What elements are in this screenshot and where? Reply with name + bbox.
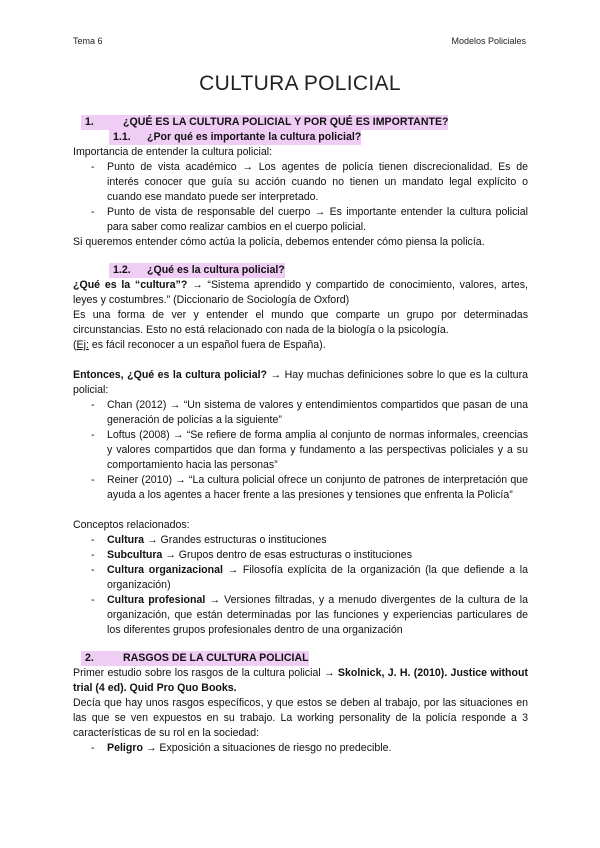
trait-item — [73, 741, 528, 756]
definition-loftus: - Loftus (2008) → “Se refiere de forma amplia al conjunto de normas informales, creencias y valores compartidos que dan forma y fundamento a las perspectivas policiales y a su comportamiento hacia las personas” — [73, 428, 528, 473]
section-2-heading — [81, 651, 528, 666]
concepts-intro: Conceptos relacionados: — [73, 519, 190, 531]
importance-closing: Si queremos entender cómo actúa la policía, debemos entender cómo piensa la policía. — [73, 236, 485, 248]
culture-explanation: Es una forma de ver y entender el mundo que comparte un grupo por determinadas circunstancias. Esto no está relacionado con nada de la biología o la psicología. — [73, 309, 528, 336]
trait-desc: → Exposición a situaciones de riesgo no predecible. — [142, 742, 392, 754]
header-subject: Modelos Policiales — [451, 36, 526, 46]
concept-item — [73, 533, 528, 548]
definition-chan: - Chan (2012) → “Un sistema de valores y entendimientos compartidos que pasan de una generación de policías a la siguiente” — [73, 398, 528, 428]
concept-item — [73, 593, 528, 638]
subsection-1-2-heading — [109, 263, 528, 278]
traits-first-study — [73, 666, 528, 696]
traits-explanation: Decía que hay unos rasgos específicos, y que estos se deben al trabajo, por las situaciones en las que se ven expuestos en su trabajo. La working personality de la policía responde a 3 características de su rol en la sociedad: — [73, 697, 528, 739]
example-text: es fácil reconocer a un español fuera de España). — [88, 339, 326, 351]
traits-list — [73, 741, 528, 756]
definition-reiner: - Reiner (2010) → “La cultura policial ofrece un conjunto de patrones de interpretación que ayuda a los agentes a hacer frente a las presiones y tensiones que enfrenta la Policía” — [73, 473, 528, 503]
importance-intro: Importancia de entender la cultura policial: — [73, 146, 273, 158]
culture-question: ¿Qué es la “cultura”? — [73, 279, 188, 291]
concept-term: Subcultura — [107, 549, 163, 561]
section-2-title: RASGOS DE LA CULTURA POLICIAL — [123, 652, 309, 664]
importance-list — [73, 160, 528, 235]
traits-reference: Skolnick, J. H. (2010). Justice without trial (4 ed). Quid Pro Quo Books. — [73, 667, 529, 694]
concept-item — [73, 563, 528, 593]
importance-item-academic: - Punto de vista académico → Los agentes de policía tienen discrecionalidad. Es de interés conocer que guía su acción cuando no tienen un mandato legal explícito o cuando ese mandato puede ser interpretado. — [73, 160, 528, 205]
subsection-1-2-number: 1.2. — [109, 263, 147, 278]
culture-definition — [73, 278, 528, 308]
section-1-title: ¿QUÉ ES LA CULTURA POLICIAL Y POR QUÉ ES IMPORTANTE? — [123, 116, 449, 128]
subsection-1-1-heading — [109, 130, 528, 145]
concept-desc: → Grupos dentro de esas estructuras o instituciones — [162, 549, 412, 561]
subsection-1-1-number: 1.1. — [109, 130, 147, 145]
concept-term: Cultura profesional — [107, 594, 206, 606]
concept-desc: → Versiones filtradas, y a menudo divergentes de la cultura de la organización, que están determinadas por las funciones y experiencias particulares de los diferentes grupos profesionales dentro de una organización — [107, 594, 528, 636]
concept-term: Cultura organizacional — [107, 564, 223, 576]
section-1-number: 1. — [81, 115, 123, 130]
page-title: CULTURA POLICIAL — [199, 72, 401, 95]
definitions-list — [73, 398, 528, 503]
section-1-heading — [81, 115, 528, 130]
traits-first-study-text: Primer estudio sobre los rasgos de la cultura policial → — [73, 667, 338, 679]
concepts-list — [73, 533, 528, 638]
example-open-paren: ( — [73, 339, 77, 351]
header-topic: Tema 6 — [73, 36, 103, 46]
concept-desc: → Filosofía explícita de la organización (la que defiende a la organización) — [107, 564, 529, 591]
police-culture-question-rest: → Hay muchas definiciones sobre lo que es la cultura policial: — [73, 369, 528, 396]
subsection-1-2-title: ¿Qué es la cultura policial? — [147, 264, 285, 276]
concept-desc: → Grandes estructuras o instituciones — [144, 534, 327, 546]
document-body — [73, 115, 528, 756]
subsection-1-1-title: ¿Por qué es importante la cultura policial? — [147, 131, 362, 143]
section-2-number: 2. — [81, 651, 123, 666]
trait-term: Peligro — [107, 742, 143, 754]
police-culture-question-bold: Entonces, ¿Qué es la cultura policial? — [73, 369, 268, 381]
concept-term: Cultura — [107, 534, 145, 546]
culture-example — [73, 338, 528, 353]
example-label: Ej: — [76, 339, 89, 351]
concept-item — [73, 548, 528, 563]
police-culture-question — [73, 368, 528, 398]
culture-answer: → “Sistema aprendido y compartido de conocimiento, valores, artes, leyes y costumbres.” (Diccionario de Sociología de Oxford) — [73, 279, 528, 306]
importance-item-manager: - Punto de vista de responsable del cuerpo → Es importante entender la cultura policial para saber como realizar cambios en el cuerpo policial. — [73, 205, 528, 235]
